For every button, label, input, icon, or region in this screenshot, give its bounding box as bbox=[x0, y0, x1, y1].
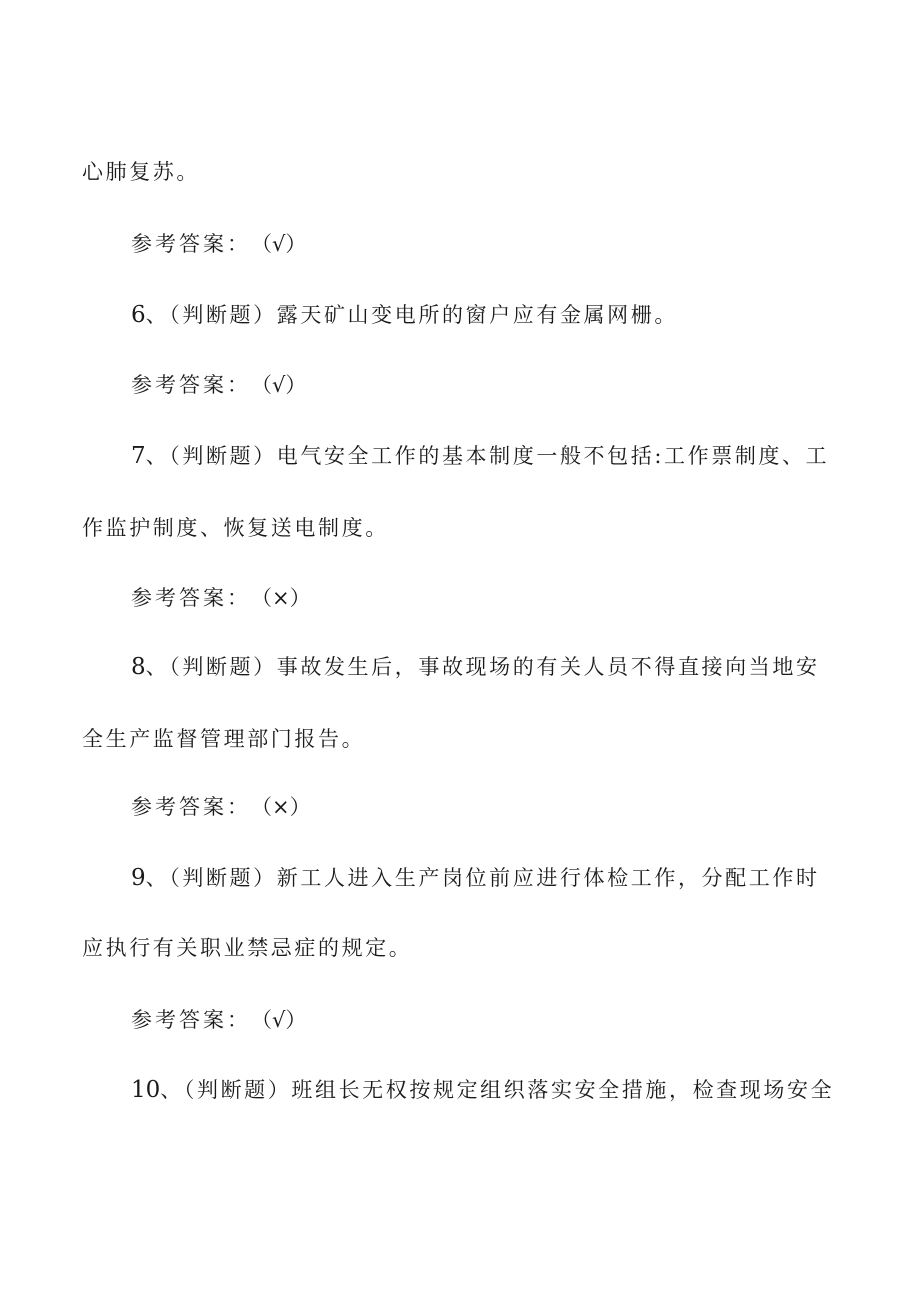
question-text: 、（判断题）电气安全工作的基本制度一般不包括:工作票制度、工 bbox=[145, 444, 830, 468]
answer-mark: （×） bbox=[251, 795, 311, 819]
question-9 bbox=[131, 863, 820, 893]
question-10 bbox=[131, 1075, 834, 1105]
answer-line bbox=[131, 1005, 306, 1035]
question-number: 8 bbox=[131, 654, 146, 680]
paragraph-continuation: 心肺复苏。 bbox=[82, 160, 200, 184]
question-number: 9 bbox=[131, 865, 146, 891]
answer-mark: （√） bbox=[251, 1008, 307, 1032]
question-9-continuation: 应执行有关职业禁忌症的规定。 bbox=[82, 936, 413, 960]
answer-label: 参考答案： bbox=[131, 1008, 251, 1032]
answer-line bbox=[131, 792, 311, 822]
answer-line bbox=[131, 583, 311, 613]
question-8-continuation: 全生产监督管理部门报告。 bbox=[82, 727, 366, 751]
answer-label: 参考答案： bbox=[131, 373, 251, 397]
answer-line bbox=[131, 370, 306, 400]
question-text: 、（判断题）新工人进入生产岗位前应进行体检工作，分配工作时 bbox=[145, 866, 820, 890]
answer-line bbox=[131, 229, 306, 259]
question-7 bbox=[131, 441, 829, 471]
question-text: 、（判断题）班组长无权按规定组织落实安全措施，检查现场安全 bbox=[160, 1078, 835, 1102]
answer-label: 参考答案： bbox=[131, 232, 251, 256]
question-number: 6 bbox=[131, 302, 146, 328]
question-text: 、（判断题）事故发生后，事故现场的有关人员不得直接向当地安 bbox=[145, 655, 820, 679]
answer-mark: （×） bbox=[251, 586, 311, 610]
question-7-continuation: 作监护制度、恢复送电制度。 bbox=[82, 516, 389, 540]
answer-label: 参考答案： bbox=[131, 795, 251, 819]
answer-mark: （√） bbox=[251, 232, 307, 256]
question-8 bbox=[131, 652, 820, 682]
question-6 bbox=[131, 300, 678, 330]
answer-label: 参考答案： bbox=[131, 586, 251, 610]
question-number: 10 bbox=[131, 1077, 161, 1103]
answer-mark: （√） bbox=[251, 373, 307, 397]
question-text: 、（判断题）露天矿山变电所的窗户应有金属网栅。 bbox=[145, 303, 678, 327]
question-number: 7 bbox=[131, 443, 146, 469]
